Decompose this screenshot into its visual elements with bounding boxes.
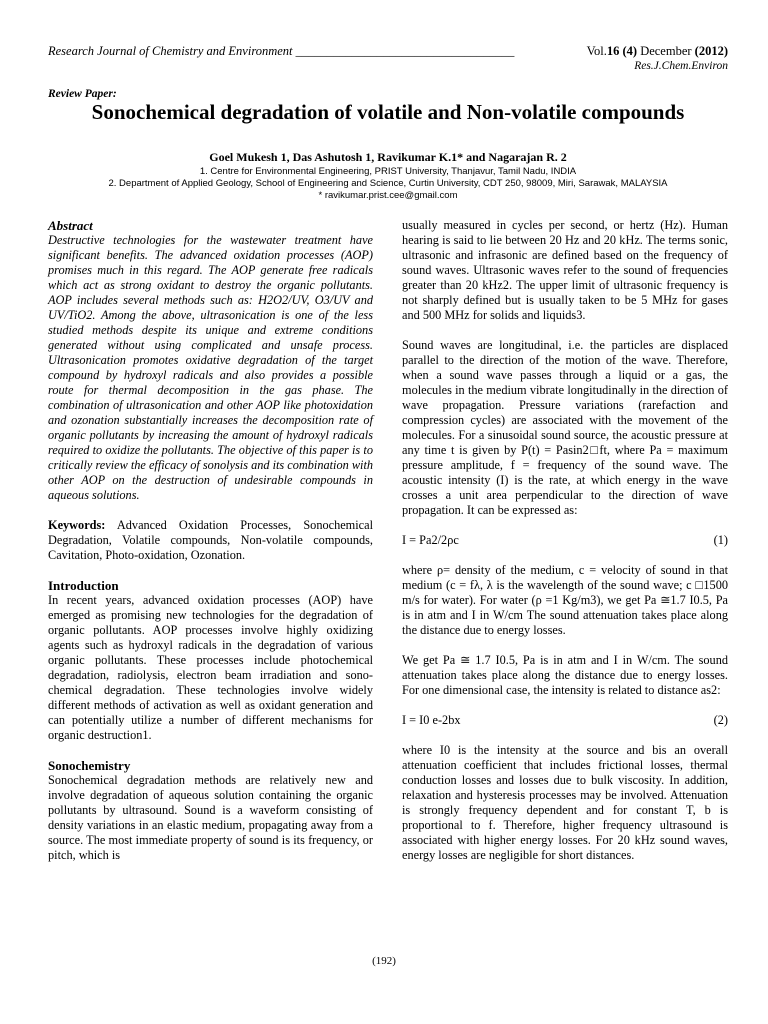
abstract-text: Destructive technologies for the wastewater treatment have significant benefits. The advanced oxidation processes (AOP) promises much in this regard. The AOP generate free radicals which act as strong oxidant to destroy the organic pollutants. AOP includes several methods such as: H2O2/UV, O3/UV and UV/TiO2. Among the above, ultrasonication is one of the less studied methods despite its unique and extreme conditions generated without using complicated and unsafe process. Ultrasonication promotes oxidative degradation of the target compound by hydroxyl radicals and also provides a possible route for thermal decomposition in the gas phase. The combination of ultrasonication and other AOP like photoxidation and ozonation substantially increases the decomposition rate of organic pollutants by increasing the amount of hydroxyl radicals required to oxidize the pollutants. The objective of this paper is to critically review the efficacy of sonolysis and its combination with other AOP on the destruction of undesirable compounds in aqueous solutions. <box>48 233 374 502</box>
equation-2-number: (2) <box>713 713 728 727</box>
paragraph-intensity: where I0 is the intensity at the source and bis an overall attenuation coefficient that includes frictional losses, thermal conduction losses and losses due to bulk viscosity. In addition, relaxation and hysteresis processes may be involved. Attenuation is strongly frequency dependent and for constant T, b is proportional to f. Therefore, higher frequency ultrasound is associated with higher energy losses. For 20 kHz sound waves, energy losses are negligible for short distances. <box>402 743 728 862</box>
equation-2 <box>402 713 728 728</box>
paragraph-frequency: usually measured in cycles per second, or hertz (Hz). Human hearing is said to lie between 20 Hz and 20 kHz. The terms sonic, ultrasonic and infrasonic are defined based on the frequency of sound waves. Ultrasonic waves refer to the sound of frequencies greater than 20 kHz2. The upper limit of ultrasonic frequency is not sharply defined but is usually taken to be 5 MHz for gases and 500 MHz for solids and liquids3. <box>402 218 728 322</box>
sonochemistry-text: Sonochemical degradation methods are relatively new and involve degradation of aqueous solution containing the organic pollutants by ultrasound. Sound is a waveform consisting of density variations in an elastic medium, propagating away from a source. The most immediate property of sound is its frequency, or pitch, which is <box>48 773 373 862</box>
page-number: (192) <box>372 955 396 967</box>
equation-2-body: I = I0 e-2bx <box>402 713 461 727</box>
affiliation-2: 2. Department of Applied Geology, School of Engineering and Science, Curtin University, CDT 250, 98009, Miri, Sarawak, MALAYSIA <box>108 178 668 189</box>
left-column <box>48 218 373 863</box>
abstract-heading: Abstract <box>48 218 93 233</box>
volume-info: Vol.16 (4) December (2012) <box>586 44 728 58</box>
introduction-text: In recent years, advanced oxidation processes (AOP) have emerged as promising new technologies for the degradation of organic pollutants. AOP processes involve highly oxidizing agents such as hydroxyl radicals in the degradation of various organic pollutants. These processes include photochemical degradation, radiolysis, electron beam irradiation and sono-chemical degradation. These technologies involve widely different methods of activation as well as oxidant generation and can potentially utilize a number of different mechanisms for organic destruction1. <box>48 593 373 742</box>
paper-title: Sonochemical degradation of volatile and Non-volatile compounds <box>91 100 685 124</box>
paragraph-attenuation: We get Pa ≅ 1.7 I0.5, Pa is in atm and I in W/cm. The sound attenuation takes place along the distance due to energy losses. For one dimensional case, the intensity is related to distance as2: <box>402 653 728 697</box>
right-column <box>402 218 728 863</box>
running-header <box>48 44 728 59</box>
paragraph-density: where ρ= density of the medium, c = velocity of sound in that medium (c = fλ, λ is the wavelength of the sound wave; c □1500 m/s for water). For water (ρ =1 Kg/m3), we get Pa ≅1.7 I0.5, Pa is in atm and I in W/cm The sound attenuation takes place along the distance due to energy losses. <box>402 563 728 637</box>
journal-name: Research Journal of Chemistry and Environment ___________________________________ <box>48 44 515 58</box>
sonochemistry-heading: Sonochemistry <box>48 758 131 773</box>
keywords: Keywords: Advanced Oxidation Processes, Sonochemical Degradation, Volatile compounds, Non-volatile compounds, Cavitation, Photo-oxidation, Ozonation. <box>48 518 373 562</box>
paper-type-label: Review Paper: <box>48 88 117 100</box>
corresponding-email: * ravikumar.prist.cee@gmail.com <box>318 190 458 201</box>
paragraph-longitudinal-waves: Sound waves are longitudinal, i.e. the particles are displaced parallel to the direction of the motion of the wave. Therefore, when a sound wave passes through a liquid or a gas, the molecules in the medium vibrate longitudinally in the direction of wave propagation. Pressure variations (rarefaction and compression cycles) are associated with the movement of the molecules. For a sinusoidal sound source, the acoustic pressure at any time t is given by P(t) = Pasin2□ft, where Pa = maximum pressure amplitude, f = frequency of the sound wave. The acoustic intensity (I) is the rate, at which energy in the wave crosses a unit area perpendicular to the direction of wave propagation. It can be expressed as: <box>402 338 728 517</box>
equation-1-number: (1) <box>713 533 728 547</box>
affiliation-1: 1. Centre for Environmental Engineering, PRIST University, Thanjavur, Tamil Nadu, INDIA <box>199 166 577 177</box>
equation-1-body: I = Pa2/2ρc <box>402 533 459 547</box>
equation-1 <box>402 533 728 548</box>
introduction-heading: Introduction <box>48 578 119 593</box>
journal-abbreviation: Res.J.Chem.Environ <box>634 60 728 72</box>
author-list: Goel Mukesh 1, Das Ashutosh 1, Ravikumar K.1* and Nagarajan R. 2 <box>209 150 567 164</box>
